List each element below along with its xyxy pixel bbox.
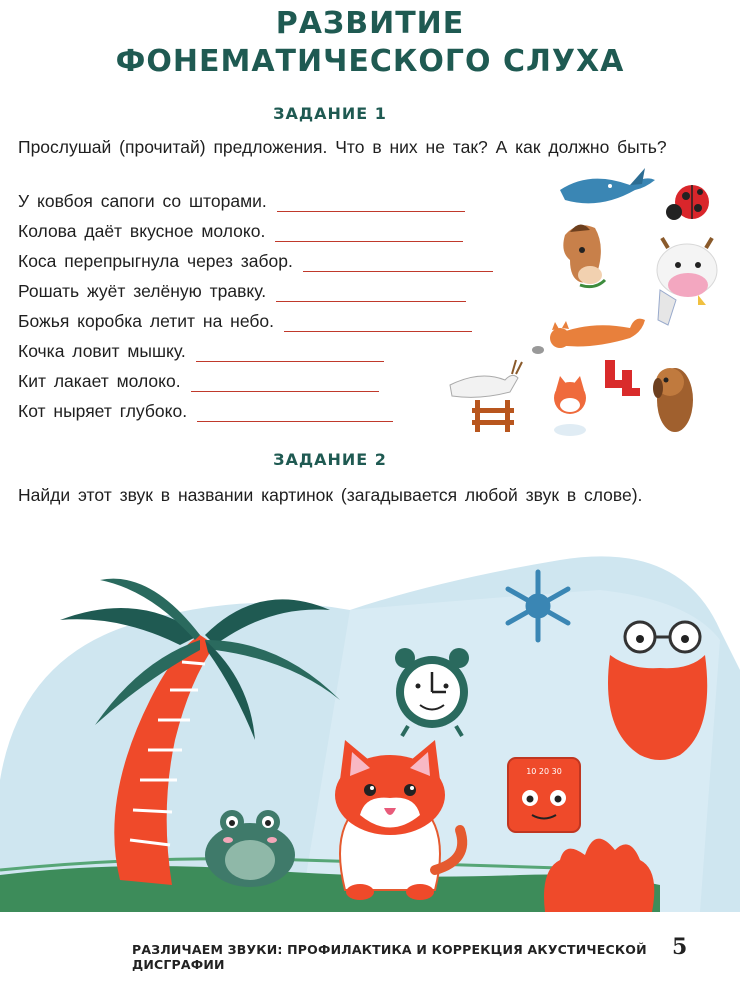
task2-heading: ЗАДАНИЕ 2 (273, 450, 387, 469)
sentence-row (18, 250, 493, 272)
sentence-text: Божья коробка летит на небо. (18, 311, 275, 331)
sentence-row (18, 340, 384, 362)
scene-illustration (0, 540, 740, 912)
sentence-text: Колова даёт вкусное молоко. (18, 221, 266, 241)
boots-icon (605, 360, 640, 396)
answer-line[interactable] (197, 407, 393, 422)
animals-illustration (430, 160, 720, 450)
task1-instruction: Прослушай (прочитай) предложения. Что в них не так? А как должно быть? (18, 137, 667, 157)
goat-icon (450, 360, 522, 432)
answer-line[interactable] (191, 377, 379, 392)
sentence-text: Кочка ловит мышку. (18, 341, 186, 361)
footer-text: РАЗЛИЧАЕМ ЗВУКИ: ПРОФИЛАКТИКА И КОРРЕКЦИЯ АКУСТИЧЕСКОЙ ДИСГРАФИИ (132, 942, 647, 972)
answer-line[interactable] (196, 347, 384, 362)
whale-icon (560, 168, 655, 203)
page-number: 5 (672, 934, 688, 960)
sentence-row (18, 400, 393, 422)
sentence-row (18, 370, 379, 392)
cat-lying-icon (532, 319, 645, 354)
sentence-row (18, 280, 466, 302)
scale-label: 10 20 30 (526, 767, 562, 776)
cow-icon (657, 238, 717, 325)
task2-instruction: Найди этот звук в названии картинок (загадывается любой звук в слове). (18, 485, 643, 505)
sentence-text: Кит лакает молоко. (18, 371, 181, 391)
footer (0, 912, 740, 1000)
scale-icon (508, 758, 580, 832)
page-title-line1: РАЗВИТИЕ (275, 6, 465, 41)
sentence-row (18, 190, 465, 212)
sentence-text: У ковбоя сапоги со шторами. (18, 191, 267, 211)
ladybug-icon (666, 185, 709, 220)
horse-icon (563, 224, 605, 286)
task1-heading: ЗАДАНИЕ 1 (273, 104, 387, 123)
dog-icon (653, 368, 693, 432)
sentence-row (18, 220, 463, 242)
sentence-text: Коса перепрыгнула через забор. (18, 251, 293, 271)
sentence-row (18, 310, 472, 332)
page-title-line2: ФОНЕМАТИЧЕСКОГО СЛУХА (115, 44, 625, 79)
kitten-icon (554, 376, 586, 436)
sentence-text: Рошать жуёт зелёную травку. (18, 281, 267, 301)
sentence-text: Кот ныряет глубоко. (18, 401, 188, 421)
